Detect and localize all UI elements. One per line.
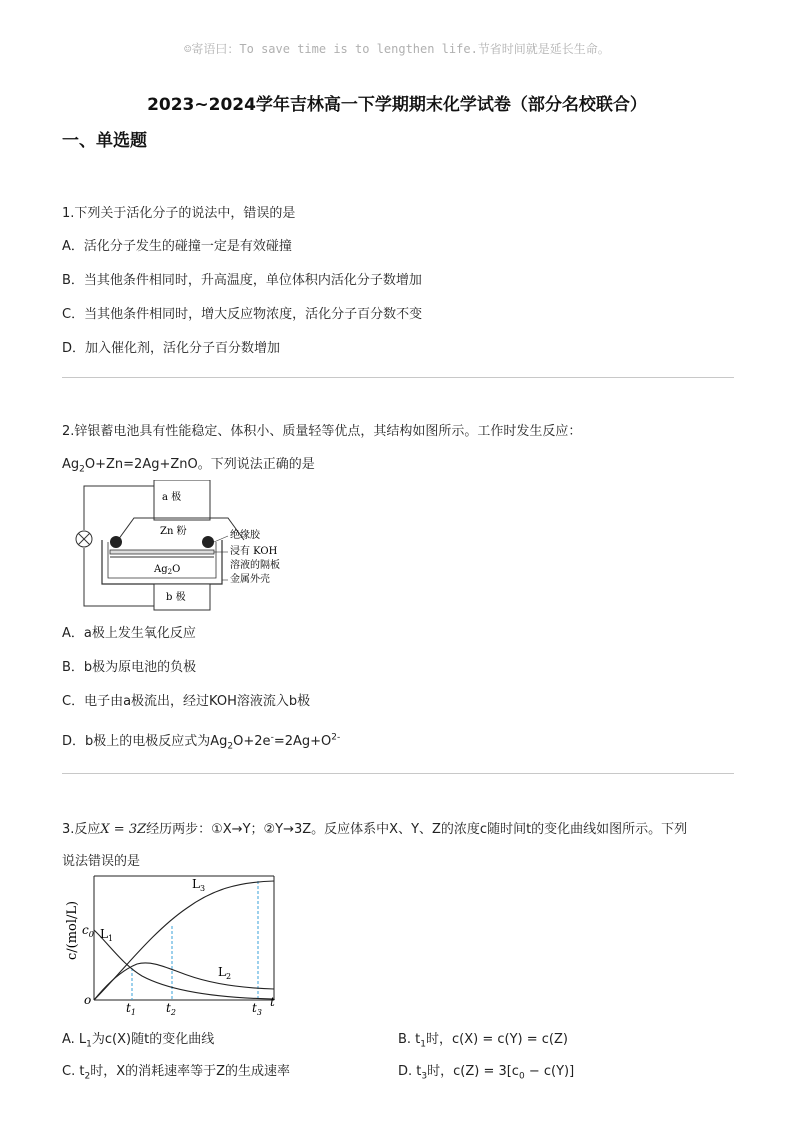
q3-option-b[interactable]: B. $t_1$时，c(X) = c(Y) = c(Z)	[398, 1032, 568, 1050]
t1-label: $t_1$	[126, 1001, 136, 1016]
t-axis-label: t	[270, 995, 275, 1009]
battery-diagram	[70, 480, 300, 612]
divider	[62, 377, 734, 378]
q2-equation: $Ag_2O+Zn=2Ag+ZnO$。下列说法正确的是	[62, 457, 315, 475]
q1-stem: 1.下列关于活化分子的说法中，错误的是	[62, 206, 296, 221]
section-heading: 一、单选题	[62, 131, 147, 151]
q2-option-d[interactable]: D．b极上的电极反应式为$Ag_2O+2e^-=2Ag+O^{2-}$	[62, 732, 341, 752]
q3-option-c[interactable]: C. $t_2$时，X的消耗速率等于Z的生成速率	[62, 1064, 290, 1082]
q2-option-b[interactable]: B．b极为原电池的负极	[62, 660, 197, 675]
insulation-glue-left	[110, 536, 122, 548]
label-separator: 溶液的隔板	[230, 560, 280, 571]
b-pole-label: b 极	[166, 592, 186, 603]
t2-label: $t_2$	[166, 1001, 176, 1016]
ag2o-label: $Ag_2O$	[154, 564, 181, 576]
l3-label: $L_3$	[192, 877, 206, 893]
q1-option-b[interactable]: B．当其他条件相同时，升高温度，单位体积内活化分子数增加	[62, 273, 422, 288]
curve-l3	[94, 881, 274, 1000]
q1-option-a[interactable]: A．活化分子发生的碰撞一定是有效碰撞	[62, 239, 292, 254]
divider	[62, 773, 734, 774]
q3-stem-line2: 说法错误的是	[62, 854, 141, 869]
y-axis-label: c/(mol/L)	[65, 900, 80, 960]
q3-option-a[interactable]: A. $L_1$为c(X)随t的变化曲线	[62, 1032, 215, 1050]
c0-label: $c_0$	[82, 923, 94, 939]
q3-option-d[interactable]: D. $t_3$时，$c(Z) = 3[c_0 - c(Y)]$	[398, 1064, 575, 1082]
curve-l2	[94, 963, 274, 1000]
concentration-graph	[62, 872, 284, 1016]
watermark: ☺寄语曰：To save time is to lengthen life.节省时间就是延长生命。	[184, 42, 610, 56]
curve-l1	[94, 930, 274, 999]
q1-option-c[interactable]: C．当其他条件相同时，增大反应物浓度，活化分子百分数不变	[62, 307, 423, 322]
q1-option-d[interactable]: D．加入催化剂，活化分子百分数增加	[62, 341, 281, 356]
label-shell: 金属外壳	[230, 574, 270, 585]
a-pole-label: a 极	[162, 492, 182, 503]
page-title: 2023~2024学年吉林高一下学期期末化学试卷（部分名校联合）	[147, 95, 647, 115]
label-koh: 浸有 KOH	[230, 546, 278, 557]
t3-label: $t_3$	[252, 1001, 262, 1016]
q2-option-a[interactable]: A．a极上发生氧化反应	[62, 626, 196, 641]
zn-label: Zn 粉	[160, 526, 187, 537]
origin-label: o	[84, 993, 92, 1007]
q2-option-c[interactable]: C．电子由a极流出，经过KOH溶液流入b极	[62, 694, 311, 709]
insulation-glue-right	[202, 536, 214, 548]
l2-label: $L_2$	[218, 965, 232, 981]
lamp-icon	[76, 531, 92, 547]
label-insulation: 绝缘胶	[230, 530, 260, 541]
q2-stem: 2.锌银蓄电池具有性能稳定、体积小、质量轻等优点，其结构如图所示。工作时发生反应：	[62, 424, 582, 439]
q3-stem: 3.反应X = 3Z经历两步：①X→Y；②Y→3Z。反应体系中X、Y、Z的浓度c随时间t的变化曲线如图所示。下列	[62, 822, 688, 837]
l1-label: $L_1$	[100, 927, 114, 943]
